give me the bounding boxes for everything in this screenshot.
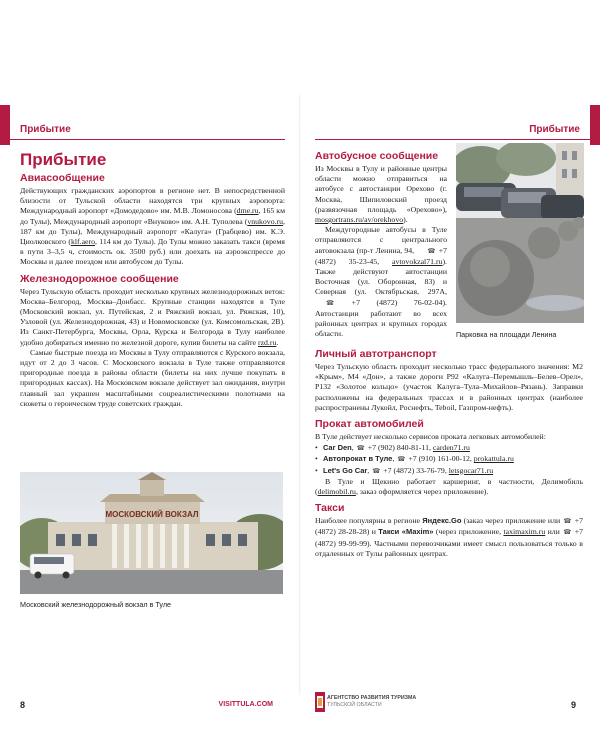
list-item: • Car Den, ☎ +7 (902) 840-81-11, carden71.ru [315, 443, 583, 454]
section-heading-taxi: Такси [315, 502, 345, 515]
rent-intro: В Туле действует несколько сервисов проката легковых автомобилей: [315, 432, 546, 442]
section-heading-rail: Железнодорожное сообщение [20, 272, 179, 285]
page-number-right: 9 [571, 700, 577, 710]
header-rule [315, 139, 590, 140]
right-text-column [315, 348, 583, 559]
bus-paragraph-1: Из Москвы в Тулу и районные центры области можно отправиться на автобусе с автостанции Орехово (г. Москва, Шипиловский проезд (развязочная площадь «Орехово»), mosgortrans.ru/av/orekhovo). [315, 164, 447, 225]
link-avtovokzal[interactable]: avtovokzal71.ru [392, 256, 443, 266]
bus-column [315, 150, 447, 339]
page-number-left: 8 [20, 700, 26, 710]
agency-name: АГЕНТСТВО РАЗВИТИЯ ТУРИЗМА [327, 695, 417, 701]
link-delimobil[interactable]: delimobil.ru [317, 487, 356, 497]
section-heading-bus: Автобусное сообщение [315, 150, 439, 162]
phone-icon: ☎ [563, 518, 572, 526]
red-edge-tab [0, 105, 10, 145]
phone-icon: ☎ [427, 247, 436, 255]
phone-icon: ☎ [356, 445, 365, 453]
page-title: Прибытие [20, 150, 107, 169]
running-header: Прибытие [529, 124, 580, 135]
station-sign: МОСКОВСКИЙ ВОКЗАЛ [105, 510, 199, 519]
link-dme[interactable]: dme.ru [236, 206, 259, 216]
photo-parking [456, 143, 584, 323]
taxi-maxim: Такси «Maxim» [378, 527, 434, 537]
rail-paragraph-2: Самые быстрые поезда из Москвы в Тулу отправляются с Курского вокзала, идут от 2 до 3 часов. С Московского вокзала в Туле также отправляются пригородные поезда в районы области (билеты на них лучше покупать в пригородных кассах). На Московском вокзале действует зал ожидания, внутри главный зал украшен масштабными соцреалистическими полотнами на сюжеты о героическом труде советских граждан. [20, 347, 285, 408]
agency-logo [315, 692, 425, 714]
rental-link[interactable]: letsgocar71.ru [448, 465, 494, 475]
section-heading-car: Личный автотранспорт [315, 348, 437, 360]
section-heading-air: Авиасообщение [20, 172, 105, 184]
agency-emblem-icon [315, 692, 325, 712]
site-url[interactable]: VISITTULA.COM [218, 701, 273, 708]
taxi-yandex: Яндекс.Go [422, 516, 462, 526]
air-paragraph: Действующих гражданских аэропортов в регионе нет. В непосредственной близости от Тульской области находятся три крупных аэропорта: Международный аэропорт «Домодедово» им. М.В. Ломоносова (dme.ru, 165 км до Тулы), Международный аэропорт «Внуково» им. А.Н. Туполева (vnukovo.ru, 187 км до Тулы), Международный аэропорт «Калуга» (Грабцево) им. К.Э. Циолковского (klf.aero, 114 км до Тулы). До Тулы можно заказать такси (время в пути 3–3,5 ч, стоимость ок. 3500 руб.) или доехать на аэроэкспрессе до Москвы и далее поездом или автобусом до Тулы. [20, 186, 286, 267]
link-klf[interactable]: klf.aero [70, 237, 95, 247]
car-paragraph: Через Тульскую область проходит несколько трасс федерального значения: М2 «Крым», М4 «Дон», а также дороги Р92 «Калуга–Перемышль–Белев–Орел», Р132 «Золотое кольцо» (участок Калуга–Тула–Михайлов–Рязань). Заправки расположены на федеральных трассах и в районных центрах (наиболее распространены Лукойл, Роснефть, Teboil, Газпром-нефть). [315, 362, 583, 412]
phone-icon: ☎ [372, 467, 381, 475]
taxi-paragraph: Наиболее популярны в регионе Яндекс.Go (заказ через приложение или ☎ +7 (4872) 28-28-28) и Такси «Maxim» (через приложение, taximaxim.ru или ☎ +7 (4872) 99-99-99). Частными перевозчиками имеет смысл пользоваться только в отдаленных от Тулы районных центрах. [315, 516, 584, 558]
photo-caption-parking: Парковка на площади Ленина [456, 330, 557, 339]
photo-railway-station [20, 472, 283, 594]
link-rzd[interactable]: rzd.ru [257, 337, 277, 347]
left-text-column [20, 150, 285, 409]
carsharing-paragraph: В Туле и Щекино работает каршеринг, в частности, Делимобиль (delimobil.ru, заказ оформляется через приложение). [315, 476, 583, 497]
rental-link[interactable]: prokattula.ru [473, 454, 514, 464]
list-item: • Let's Go Car, ☎ +7 (4872) 33-76-79, letsgocar71.ru [315, 466, 583, 477]
link-mosgortrans[interactable]: mosgortrans.ru/av/orekhovo [315, 215, 404, 225]
list-item: • Автопрокат в Туле, ☎ +7 (910) 161-00-12, prokattula.ru [315, 454, 583, 465]
phone-icon: ☎ [397, 456, 406, 464]
agency-region: ТУЛЬСКОЙ ОБЛАСТИ [327, 701, 382, 708]
header-rule [10, 139, 285, 140]
phone-icon: ☎ [326, 299, 335, 307]
rental-list [315, 443, 583, 477]
rental-link[interactable]: carden71.ru [432, 443, 470, 453]
rail-paragraph-1: Через Тульскую область проходит несколько крупных железнодорожных веток: Москва–Белгород, Москва–Донбасс. Крупные станции находятся в Туле (Московский вокзал, ул. Путейская, 2 и Ряжский вокзал, ул. Ряжская, 10), Узловой (ул. Железнодорожная, 43) и Новомосковске (ул. Комсомольская, 2В). Из Санкт-Петербурга, Москвы, Орла, Курска и Белгорода в Тулу наиболее удобно добираться именно по железной дороге, купив билеты на сайте rzd.ru. [20, 286, 285, 347]
phone-icon: ☎ [563, 529, 572, 537]
red-edge-tab [590, 105, 600, 145]
section-heading-rent: Прокат автомобилей [315, 418, 424, 431]
photo-caption-station: Московский железнодорожный вокзал в Туле [20, 600, 172, 609]
link-vnukovo[interactable]: vnukovo.ru [247, 216, 284, 226]
rental-name: Let's Go Car [323, 465, 368, 475]
rental-name: Автопрокат в Туле [323, 454, 393, 464]
running-header: Прибытие [20, 124, 71, 135]
bus-paragraph-2: Междугородные автобусы в Туле отправляются с центрального автовокзала (пр-т Ленина, 94, ☎ +7 (4872) 35-23-45, avtovokzal71.ru). Также действуют автостанции Восточная (ул. Оборонная, 83) и Северная (ул. Октябрьская, 297А, ☎ +7 (4872) 76-02-04). Автостанции работают во всех районных центрах и крупных городах области. [315, 225, 447, 339]
rental-name: Car Den [323, 443, 352, 453]
link-taximaxim[interactable]: taximaxim.ru [503, 527, 546, 537]
